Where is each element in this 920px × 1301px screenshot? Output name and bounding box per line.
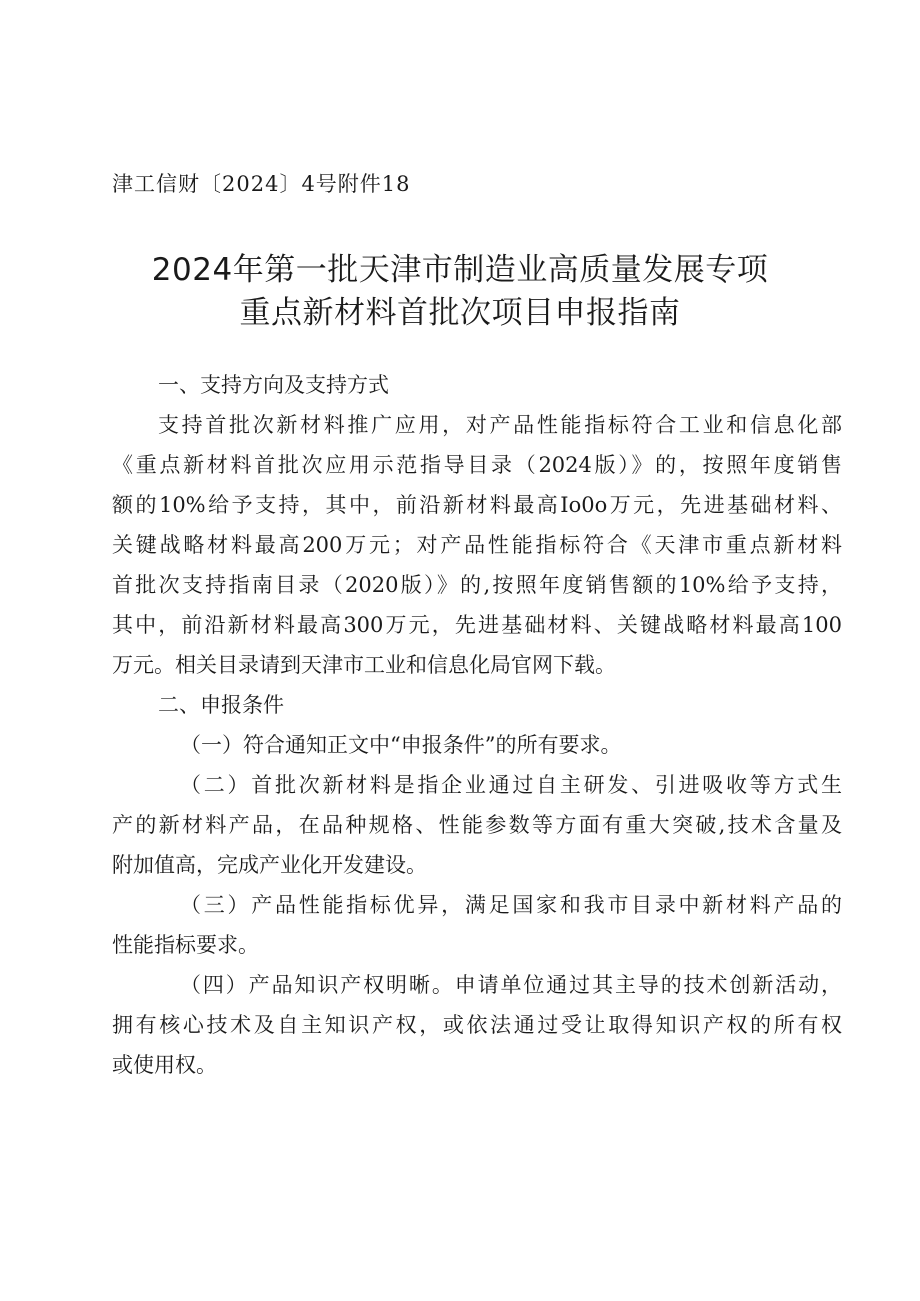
condition-2-line: 产的新材料产品，在品种规格、性能参数等方面有重大突破,技术含量及 [112, 813, 842, 837]
condition-4-line: 拥有核心技术及自主知识产权，或依法通过受让取得知识产权的所有权 [112, 1013, 842, 1037]
condition-1: （一）符合通知正文中“申报条件”的所有要求。 [180, 733, 622, 757]
document-title-line-1: 2024年第一批天津市制造业高质量发展专项 [151, 252, 769, 288]
section-1-paragraph-line: 万元。相关目录请到天津市工业和信息化局官网下载。 [112, 653, 616, 677]
section-1-paragraph-line: 额的10%给予支持，其中，前沿新材料最高Io0o万元，先进基础材料、 [112, 493, 842, 517]
document-title-line-2: 重点新材料首批次项目申报指南 [239, 295, 681, 331]
condition-3-line: 性能指标要求。 [112, 933, 259, 957]
section-1-paragraph-line: 首批次支持指南目录（2020版）》的,按照年度销售额的10%给予支持， [112, 573, 842, 597]
section-1-heading: 一、支持方向及支持方式 [158, 373, 389, 397]
condition-3-line: （三）产品性能指标优异，满足国家和我市目录中新材料产品的 [180, 893, 842, 917]
section-1-paragraph-line: 其中，前沿新材料最高300万元，先进基础材料、关键战略材料最高100 [112, 613, 842, 637]
section-2-heading: 二、申报条件 [158, 693, 284, 717]
condition-2-line: （二）首批次新材料是指企业通过自主研发、引进吸收等方式生 [180, 773, 842, 797]
document-reference-number: 津工信财〔2024〕4号附件18 [112, 172, 411, 196]
section-1-paragraph-line: 支持首批次新材料推广应用，对产品性能指标符合工业和信息化部 [158, 413, 842, 437]
condition-4-line: 或使用权。 [112, 1053, 217, 1077]
condition-4-line: （四）产品知识产权明晰。申请单位通过其主导的技术创新活动， [180, 973, 842, 997]
section-1-paragraph-line: 《重点新材料首批次应用示范指导目录（2024版）》的，按照年度销售 [112, 453, 842, 477]
section-1-paragraph-line: 关键战略材料最高200万元；对产品性能指标符合《天津市重点新材料 [112, 533, 842, 557]
condition-2-line: 附加值高，完成产业化开发建设。 [112, 853, 427, 877]
